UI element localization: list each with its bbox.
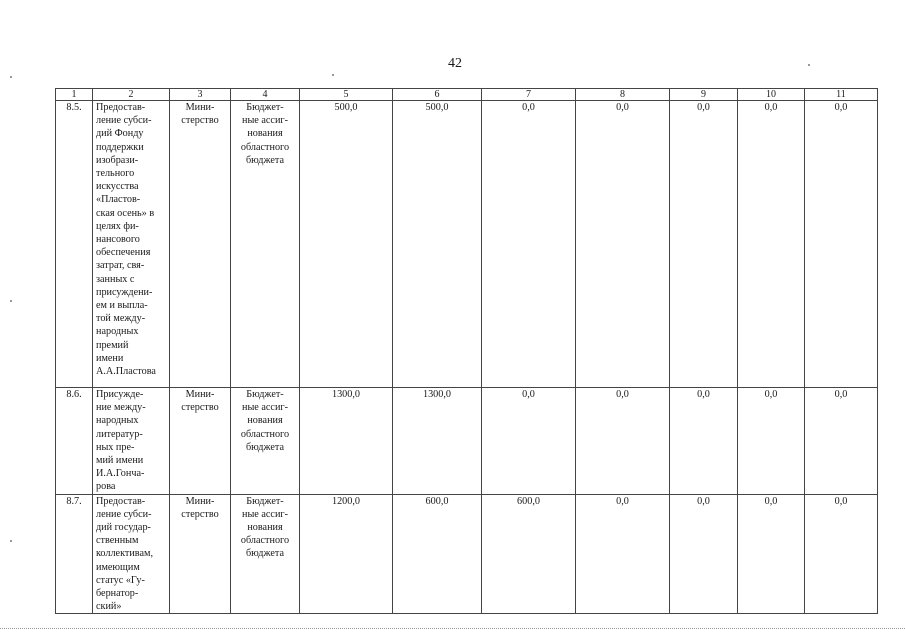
- table-row: [56, 101, 878, 388]
- scan-speck: [10, 76, 12, 78]
- measure-name-line: «Пластов-: [96, 194, 141, 206]
- measure-name-line: бернатор-: [96, 588, 139, 600]
- measure-name-line: ем и выпла-: [96, 300, 148, 312]
- value-cell: 0,0: [805, 494, 878, 614]
- executor-line: Мини-: [185, 102, 215, 113]
- measure-name-line: ние между-: [96, 402, 146, 414]
- column-header: 9: [670, 89, 738, 101]
- measure-name-line: дий Фонду: [96, 128, 144, 140]
- funding-source-cell: [231, 494, 300, 614]
- column-header: 7: [482, 89, 576, 101]
- value-cell: 1200,0: [300, 494, 393, 614]
- column-header: 2: [93, 89, 170, 101]
- measure-name-line: изобрази-: [96, 154, 139, 166]
- measure-name-line: присуждени-: [96, 286, 153, 298]
- executor-line: Мини-: [185, 495, 215, 507]
- value-cell: 0,0: [738, 388, 805, 495]
- column-header: 4: [231, 89, 300, 101]
- measure-name-line: Присужде-: [96, 389, 144, 400]
- scan-speck: [10, 300, 12, 302]
- budget-table: [55, 88, 878, 614]
- funding-source-line: нования: [247, 415, 283, 427]
- column-header: 6: [393, 89, 482, 101]
- value-cell: 0,0: [738, 101, 805, 388]
- row-number: 8.6.: [56, 388, 93, 495]
- funding-source-line: Бюджет-: [246, 102, 284, 113]
- column-header: 3: [170, 89, 231, 101]
- funding-source-line: Бюджет-: [246, 495, 284, 507]
- measure-name-line: народных: [96, 415, 139, 427]
- funding-source-line: нования: [247, 128, 283, 140]
- executor-cell: [170, 101, 231, 388]
- value-cell: 0,0: [805, 388, 878, 495]
- column-header: 5: [300, 89, 393, 101]
- header-row: [56, 89, 878, 101]
- executor-line: стерство: [181, 402, 219, 414]
- measure-name-line: нансового: [96, 234, 140, 246]
- scan-speck: [332, 74, 334, 76]
- measure-name-line: коллективам,: [96, 548, 153, 560]
- value-cell: 1300,0: [393, 388, 482, 495]
- measure-name-line: ская осень» в: [96, 207, 155, 219]
- column-header: 10: [738, 89, 805, 101]
- value-cell: 0,0: [670, 494, 738, 614]
- value-cell: 1300,0: [300, 388, 393, 495]
- scan-artifact-line: [0, 628, 905, 633]
- column-header: 1: [56, 89, 93, 101]
- funding-source-line: нования: [247, 522, 283, 534]
- column-header: 8: [576, 89, 670, 101]
- funding-source-line: бюджета: [246, 441, 284, 453]
- value-cell: 600,0: [482, 494, 576, 614]
- value-cell: 500,0: [393, 101, 482, 388]
- funding-source-line: областного: [240, 141, 290, 153]
- executor-line: стерство: [181, 115, 219, 127]
- measure-name-line: статус «Гу-: [96, 574, 145, 586]
- measure-name-line: И.А.Гонча-: [96, 468, 145, 480]
- scan-speck: [10, 540, 12, 542]
- measure-name-line: обеспечения: [96, 247, 151, 259]
- value-cell: 600,0: [393, 494, 482, 614]
- funding-source-line: бюджета: [246, 154, 284, 166]
- column-header: 11: [805, 89, 878, 101]
- funding-source-line: бюджета: [246, 548, 284, 560]
- measure-name: [93, 101, 170, 388]
- measure-name-line: поддержки: [96, 141, 144, 153]
- measure-name-line: мий имени: [96, 455, 144, 467]
- funding-source-line: ные ассиг-: [242, 115, 288, 127]
- measure-name-line: Предостав-: [96, 102, 146, 113]
- measure-name: [93, 494, 170, 614]
- value-cell: 0,0: [576, 101, 670, 388]
- funding-source-cell: [231, 388, 300, 495]
- row-number: 8.7.: [56, 494, 93, 614]
- value-cell: 0,0: [670, 388, 738, 495]
- measure-name-line: народных: [96, 326, 139, 338]
- measure-name-line: ление субси-: [96, 115, 152, 127]
- executor-cell: [170, 494, 231, 614]
- value-cell: 0,0: [576, 494, 670, 614]
- value-cell: 500,0: [300, 101, 393, 388]
- measure-name-line: ление субси-: [96, 508, 152, 520]
- row-number: 8.5.: [56, 101, 93, 388]
- measure-name-line: той между-: [96, 313, 146, 325]
- executor-line: Мини-: [185, 389, 215, 400]
- value-cell: 0,0: [670, 101, 738, 388]
- executor-cell: [170, 388, 231, 495]
- measure-name-line: А.А.Пластова: [96, 366, 156, 378]
- funding-source-line: Бюджет-: [246, 389, 284, 400]
- table-row: [56, 494, 878, 614]
- page-number: 42: [448, 56, 462, 71]
- measure-name-line: литератур-: [96, 428, 143, 440]
- measure-name-line: дий государ-: [96, 522, 151, 534]
- measure-name-line: имеющим: [96, 561, 140, 573]
- measure-name-line: Предостав-: [96, 495, 146, 507]
- measure-name-line: занных с: [96, 273, 135, 285]
- measure-name-line: тельного: [96, 168, 135, 180]
- funding-source-line: областного: [240, 535, 290, 547]
- measure-name-line: затрат, свя-: [96, 260, 145, 272]
- value-cell: 0,0: [738, 494, 805, 614]
- measure-name-line: целях фи-: [96, 220, 139, 232]
- measure-name-line: искусства: [96, 181, 139, 193]
- measure-name-line: имени: [96, 352, 124, 364]
- value-cell: 0,0: [482, 101, 576, 388]
- scan-speck: [808, 64, 810, 66]
- value-cell: 0,0: [576, 388, 670, 495]
- measure-name-line: ственным: [96, 535, 139, 547]
- measure-name: [93, 388, 170, 495]
- table-row: [56, 388, 878, 495]
- executor-line: стерство: [181, 508, 219, 520]
- funding-source-line: областного: [240, 428, 290, 440]
- funding-source-cell: [231, 101, 300, 388]
- funding-source-line: ные ассиг-: [242, 508, 288, 520]
- measure-name-line: рова: [96, 481, 116, 493]
- funding-source-line: ные ассиг-: [242, 402, 288, 414]
- measure-name-line: ский»: [96, 601, 122, 613]
- value-cell: 0,0: [805, 101, 878, 388]
- measure-name-line: ных пре-: [96, 441, 135, 453]
- measure-name-line: премий: [96, 339, 129, 351]
- value-cell: 0,0: [482, 388, 576, 495]
